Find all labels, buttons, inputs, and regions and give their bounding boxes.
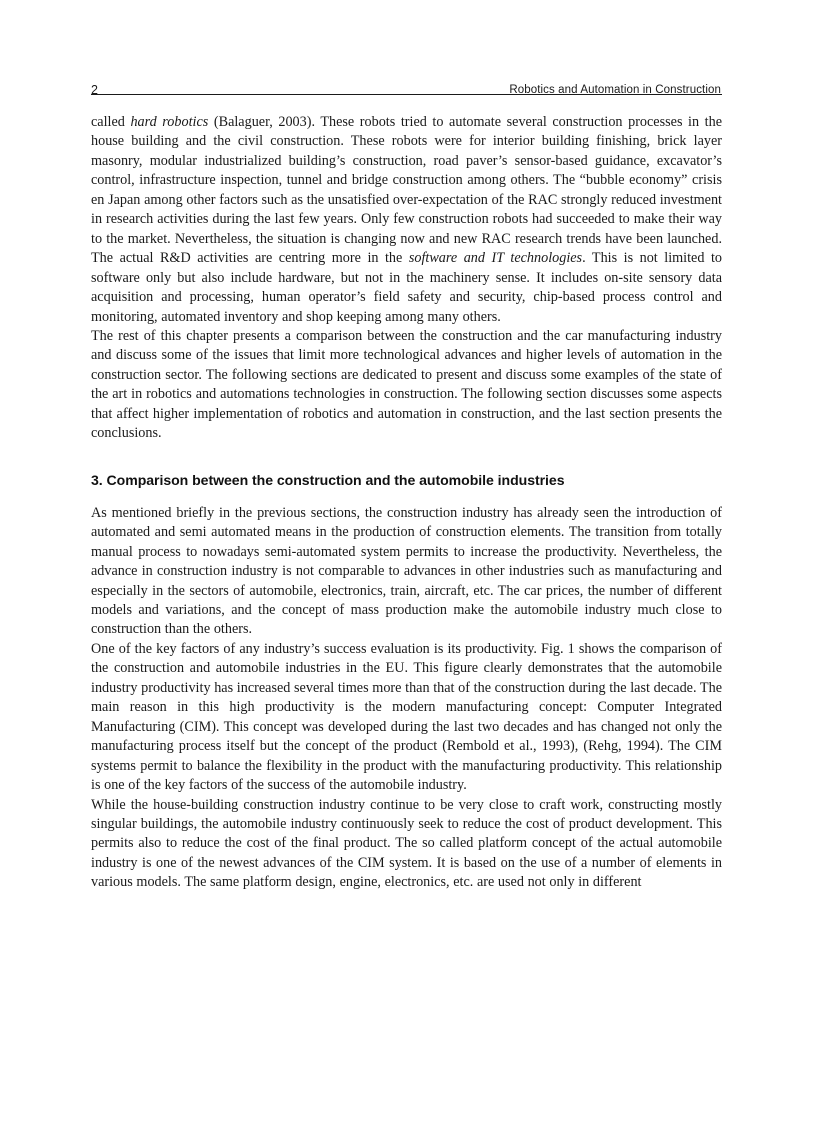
heading-spacer-above [91,444,722,471]
term-hard-robotics: hard robotics [130,114,209,130]
term-software-it-technologies: software and IT technologies [408,250,583,267]
running-head [91,74,721,96]
body-column [91,113,722,893]
section-heading-3: 3. Comparison between the construction and the automobile industries [91,471,565,488]
running-head-title: Robotics and Automation in Construction [509,83,721,96]
paragraph-1-middle: (Balaguer, 2003). These robots tried to automate several construction processes in the house building and the civil construction. These robots were for interior building finishing, brick layer masonry, modular industrialized building’s construction, road paver’s sensor-based guidance, excavator’s control, infrastructure inspection, tunnel and bridge construction among others. The “bubble economy” crisis en Japan among other factors such as the unsatisfied over-expectation of the RAC strongly reduced investment in research activities during the last few years. Only few construction robots had succeeded to make their way to the market. Nevertheless, the situation is changing now and new RAC research trends have been launched. The actual R&D activities are centring more in the [91,114,723,267]
header-divider [91,94,722,95]
paragraph-1-tail: . This is not limited to software only but also include hardware, but not in the machinery sense. It includes on-site sensory data acquisition and processing, human operator’s field safety and security, chip-based process control and monitoring, automated inventory and shop keeping among many others. [91,250,723,325]
paragraph-1-lead: called [91,114,131,130]
heading-spacer-below [91,490,722,504]
page-number: 2 [91,82,99,97]
paragraph-3: As mentioned briefly in the previous sections, the construction industry has already seen the introduction of automated and semi automated means in the production of construction elements. The transition from totally manual process to nowadays semi-automated system permits to increase the productivity. Nevertheless, the advance in construction industry is not comparable to advances in other industries such as manufacturing and especially in the sectors of automobile, electronics, train, aircraft, etc. The car prices, the number of different models and variations, and the concept of mass production make the automobile industry much close to construction than the others. [91,504,722,638]
paragraph-1 [91,113,722,327]
paragraph-5: While the house-building construction industry continue to be very close to craft work, constructing mostly singular buildings, the automobile industry continuously seek to reduce the cost of product development. This permits also to reduce the cost of the final product. The so called platform concept of the actual automobile industry is one of the newest advances of the CIM system. It is based on the use of a number of elements in various models. The same platform design, engine, electronics, etc. are used not only in different [91,796,722,891]
paragraph-4: One of the key factors of any industry’s success evaluation is its productivity. Fig. 1 shows the comparison of the construction and automobile industries in the EU. This figure clearly demonstrates that the automobile industry productivity has increased several times more than that of the construction during the last decade. The main reason in this high productivity is the modern manufacturing concept: Computer Integrated Manufacturing (CIM). This concept was developed during the last two decades and has changed not only the manufacturing process itself but the concept of the product (Rembold et al., 1993), (Rehg, 1994). The CIM systems permit to balance the flexibility in the product with the manufacturing productivity. This relationship is one of the key factors of the success of the automobile industry. [91,640,722,794]
paragraph-2: The rest of this chapter presents a comparison between the construction and the car manufacturing industry and discuss some of the issues that limit more technological advances and higher levels of automation in the construction sector. The following sections are dedicated to present and discuss some examples of the state of the art in robotics and automations technologies in construction. The following section discusses some aspects that affect higher implementation of robotics and automation in construction, and the last section presents the conclusions. [91,327,722,442]
